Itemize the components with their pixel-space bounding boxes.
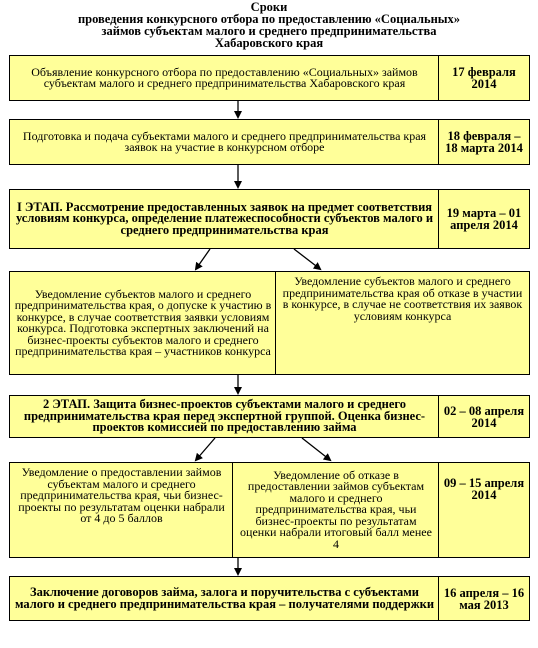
apply-date: 18 февраля – 18 марта 2014	[438, 119, 530, 165]
stage2-win-text: Уведомление о предоставлении займов субъектам малого и среднего предпринимательства края, чьи бизнес-проекты по результатам оценки набрали от 4 до 5 баллов	[18, 465, 225, 525]
title-line-4: Хабаровского края	[214, 36, 324, 50]
stage1-date: 19 марта – 01 апреля 2014	[438, 189, 530, 249]
announce-box	[9, 55, 440, 101]
contract-text: Заключение договоров займа, залога и поручительства с субъектами малого и среднего предпринимательства края – получателями поддержки	[14, 585, 435, 611]
stage2-lose-text: Уведомление об отказе в предоставлении займов субъектам малого и среднего предпринимательства края, чьи бизнес-проекты по результатам оценки набрали итоговый балл менее 4	[240, 467, 432, 551]
stage1-box	[9, 189, 440, 249]
arrow-5b	[302, 438, 330, 460]
title-line-1: Сроки	[250, 0, 288, 14]
contract-date: 16 апреля – 16 мая 2013	[438, 576, 530, 621]
stage2-result-date: 09 – 15 апреля 2014	[438, 462, 530, 558]
stage2-date: 02 – 08 апреля 2014	[438, 395, 530, 438]
title-line-2: проведения конкурсного отбора по предоставлению «Социальных»	[77, 12, 461, 26]
stage2-box	[9, 395, 440, 438]
title-line-3: займов субъектам малого и среднего предпринимательства	[101, 24, 437, 38]
stage1-reject-text: Уведомление субъектов малого и среднего предпринимательства края об отказе в участии в конкурсе, в случае не соответствия их заявок условиям конкурса	[282, 274, 523, 323]
contract-box	[9, 576, 440, 621]
arrow-5a	[196, 438, 215, 460]
arrow-3a	[196, 249, 210, 269]
stage2-win-box	[9, 462, 234, 558]
apply-box	[9, 119, 440, 165]
stage1-reject-box	[275, 271, 530, 375]
stage1-admit-text: Уведомление субъектов малого и среднего предпринимательства края, о допуске к участию в конкурсе, в случае соответствия заявки условиям конкурса. Подготовка экспертных заключений на бизнес-проекты субъектов малого и среднего предпринимательства края – участников конкурса	[14, 286, 272, 358]
announce-text: Объявление конкурсного отбора по предоставлению «Социальных» займов субъектам малого и среднего предпринимательства Хабаровского края	[31, 64, 418, 90]
stage1-text: I ЭТАП. Рассмотрение предоставленных заявок на предмет соответствия условиям конкурса, определение платежеспособности субъектов малого и среднего предпринимательства края	[15, 199, 434, 237]
apply-text: Подготовка и подача субъектами малого и среднего предпринимательства края заявок на участие в конкурсном отборе	[22, 128, 427, 154]
arrow-3b	[294, 249, 320, 269]
stage2-lose-box	[232, 462, 440, 558]
stage2-text: 2 ЭТАП. Защита бизнес-проектов субъектами малого и среднего предпринимательства края перед экспертной группой. Оценка бизнес-проектов комиссией по предоставлению займа	[23, 397, 426, 435]
stage1-admit-box	[9, 271, 277, 375]
announce-date: 17 февраля 2014	[438, 55, 530, 101]
